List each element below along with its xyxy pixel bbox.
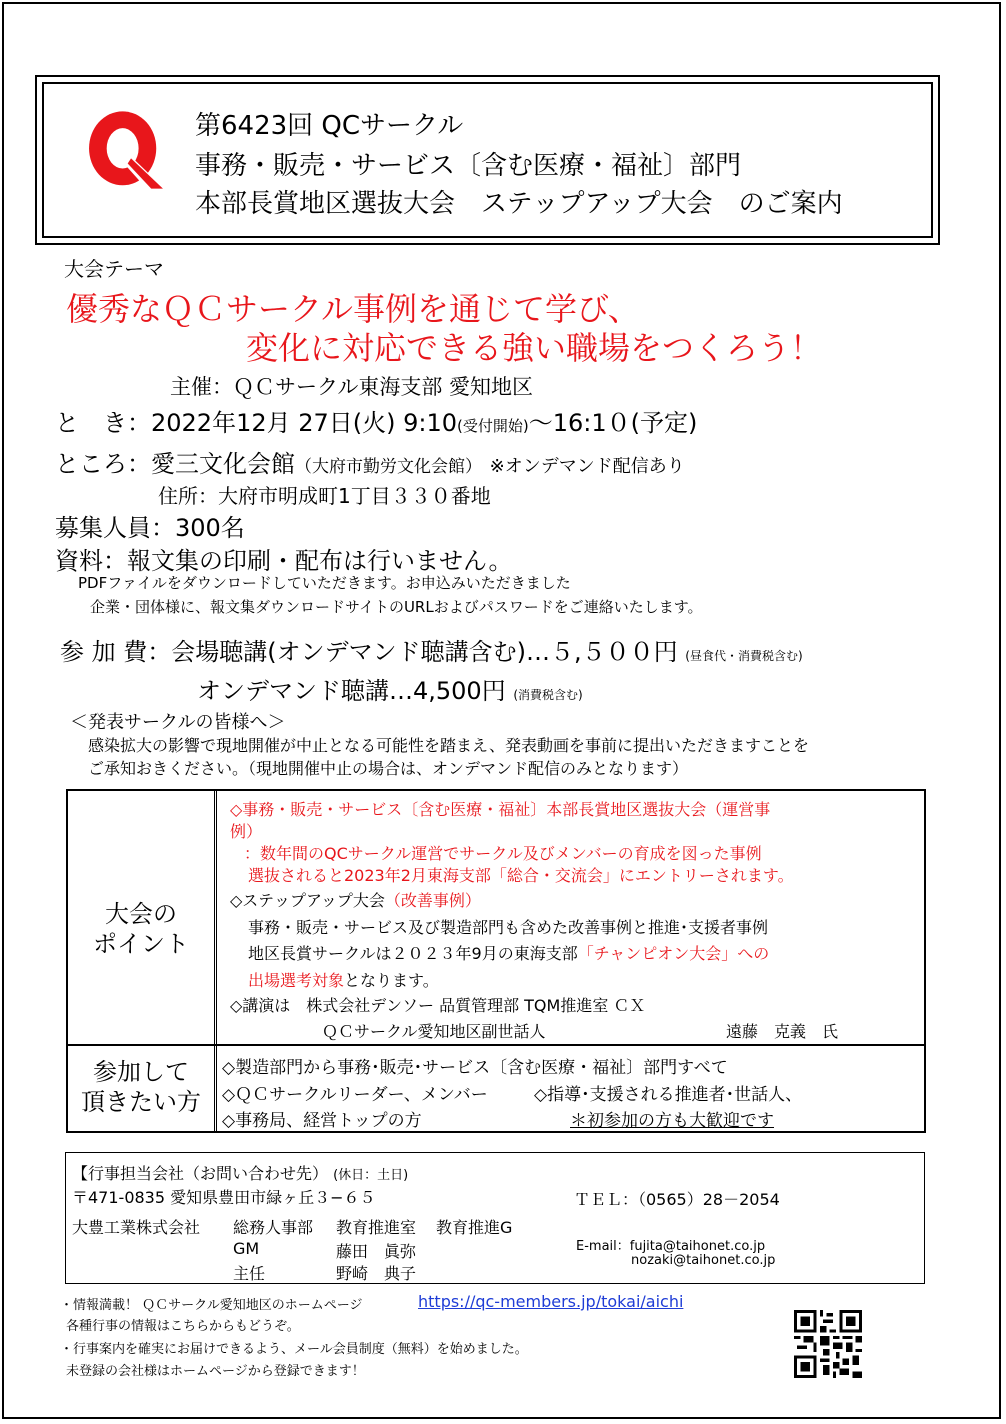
contact-postal: 〒471-0835 愛知県豊田市緑ヶ丘３−６５: [72, 1188, 376, 1207]
when-date: 2022年12月 27日(火) 9:10: [151, 409, 458, 437]
contact-holiday: (休日：土日): [333, 1168, 409, 1183]
contact-title: 【行事担当会社（お問い合わせ先）: [72, 1164, 329, 1183]
contact-role2: 主任: [233, 1264, 266, 1283]
footer-line3: ・行事案内を確実にお届けできるよう、メール会員制度（無料）を始めました。: [60, 1342, 528, 1357]
points-line7: [248, 941, 769, 964]
target-label-line2: 頂きたい方: [81, 1088, 201, 1116]
where-ondemand: ※オンデマンド配信あり: [489, 456, 685, 477]
points-line8-text: となります。: [344, 971, 439, 990]
contact-email2[interactable]: nozaki@taihonet.co.jp: [631, 1253, 776, 1268]
where-row: [55, 444, 685, 479]
qc-logo-icon: [84, 108, 168, 192]
footer-line4: 未登録の会社様はホームページから登録できます！: [66, 1364, 365, 1379]
contact-name2: 野崎 典子: [336, 1264, 417, 1283]
target-label: [68, 1057, 214, 1117]
materials-note1: PDFファイルをダウンロードしていただきます。お申込みいただきました: [78, 574, 571, 592]
when-row: [55, 403, 697, 438]
theme-line2: 変化に対応できる強い職場をつくろう！: [246, 329, 823, 367]
champion-text: 「チャンピオン大会」への: [577, 944, 770, 963]
points-label: [68, 899, 214, 959]
points-label-line1: 大会の: [105, 900, 177, 928]
fee-online-note: (消費税含む): [513, 688, 583, 702]
points-line4: 選抜されると2023年2月東海支部「総合・交流会」にエントリーされます。: [248, 866, 794, 885]
fee-row: [60, 632, 803, 667]
target-line2b: ◇指導･支援される推進者･世話人、: [534, 1085, 803, 1105]
table-divider-vertical-inner: [214, 791, 215, 1131]
qr-code-icon[interactable]: [794, 1310, 862, 1378]
contact-tel: ＴＥＬ：（0565）28－2054: [574, 1190, 780, 1209]
contact-box: [65, 1152, 925, 1284]
selection-target: 出場選考対象: [248, 971, 345, 990]
contact-dept1: 総務人事部: [233, 1218, 314, 1237]
points-line2: 例）: [230, 822, 263, 841]
capacity-text: 募集人員：300名: [55, 514, 245, 542]
contact-role1: GM: [233, 1239, 260, 1258]
where-label: ところ：: [55, 450, 151, 478]
target-label-line1: 参加して: [93, 1058, 189, 1086]
points-line10b: 遠藤 克義 氏: [726, 1022, 839, 1041]
target-line3a: ◇事務局、経営トップの方: [222, 1111, 422, 1131]
fee-label: 参 加 費：: [60, 638, 172, 666]
header-title-line2: 事務・販売・サービス〔含む医療・福祉〕部門: [195, 151, 742, 181]
points-line7-text: 地区長賞サークルは２０２３年9月の東海支部: [248, 944, 578, 963]
materials-title: 資料：報文集の印刷・配布は行いません。: [55, 547, 513, 575]
fee-venue: 会場聴講(オンデマンド聴講含む)…５,５００円: [171, 638, 678, 666]
when-label: と き：: [55, 409, 151, 437]
contact-dept3: 教育推進G: [436, 1218, 513, 1237]
contact-name1: 藤田 眞弥: [336, 1242, 417, 1261]
contact-dept2: 教育推進室: [336, 1218, 417, 1237]
presenters-line1: 感染拡大の影響で現地開催が中止となる可能性を踏まえ、発表動画を事前に提出いただきますことを: [88, 736, 809, 755]
footer-line2: 各種行事の情報はこちらからもどうぞ。: [66, 1319, 300, 1334]
points-line8: [248, 968, 439, 991]
table-divider-vertical: [216, 791, 217, 1131]
footer-line1: ・情報満載！ ＱＣサークル愛知地区のホームページ: [60, 1298, 363, 1313]
points-line9: ◇講演は 株式会社デンソー 品質管理部 TQM推進室 ＣＸ: [230, 996, 646, 1015]
points-line5: [230, 888, 481, 911]
points-line3: ：数年間のQCサークル運営でサークル及びメンバーの育成を図った事例: [244, 844, 762, 863]
homepage-link[interactable]: https://qc-members.jp/tokai/aichi: [418, 1292, 684, 1311]
step-up-note: （改善事例）: [384, 891, 481, 910]
target-line3b: ＊初参加の方も大歓迎です: [570, 1111, 774, 1131]
points-line6: 事務・販売・サービス及び製造部門も含めた改善事例と推進･支援者事例: [248, 918, 769, 937]
presenters-title: ＜発表サークルの皆様へ＞: [70, 712, 286, 733]
theme-label: 大会テーマ: [64, 257, 164, 281]
header-box: [35, 75, 940, 245]
target-line1: ◇製造部門から事務･販売･サービス〔含む医療・福祉〕部門すべて: [222, 1058, 728, 1078]
contact-company: 大豊工業株式会社: [72, 1218, 201, 1237]
where-venue: 愛三文化会館: [151, 450, 295, 478]
points-line1: ◇事務・販売・サービス〔含む医療・福祉〕本部長賞地区選抜大会（運営事: [230, 800, 771, 819]
target-line2a: ◇ＱＣサークルリーダー、メンバー: [222, 1085, 488, 1105]
points-table: [66, 789, 926, 1133]
points-line10a: ＱＣサークル愛知地区副世話人: [322, 1022, 546, 1041]
host-text: 主催：ＱＣサークル東海支部 愛知地区: [170, 375, 534, 399]
theme-line1: 優秀なＱＣサークル事例を通じて学び、: [66, 290, 640, 328]
table-divider-horizontal: [68, 1044, 924, 1046]
when-end: ～16:1０(予定): [528, 409, 698, 437]
fee-venue-note: (昼食代・消費税含む): [685, 649, 803, 663]
materials-note2: 企業・団体様に、報文集ダウンロードサイトのURLおよびパスワードをご連絡いたします。: [90, 598, 703, 616]
presenters-line2: ご承知おきください。（現地開催中止の場合は、オンデマンド配信のみとなります）: [88, 759, 689, 778]
points-label-line2: ポイント: [93, 930, 189, 958]
contact-title-row: [72, 1161, 408, 1184]
header-title-line3: 本部長賞地区選抜大会 ステップアップ大会 のご案内: [195, 189, 843, 219]
step-up-title: ◇ステップアップ大会: [230, 891, 385, 910]
header-title-line1: 第6423回 QCサークル: [195, 111, 464, 141]
fee-online: オンデマンド聴講…4,500円: [197, 677, 506, 705]
fee-online-row: [197, 671, 583, 706]
when-note: (受付開始): [457, 417, 529, 435]
where-venue-sub: （大府市勤労文化会館）: [295, 457, 482, 477]
contact-email1[interactable]: E-mail：fujita@taihonet.co.jp: [576, 1239, 766, 1254]
address-text: 住所：大府市明成町1丁目３３０番地: [158, 484, 491, 508]
